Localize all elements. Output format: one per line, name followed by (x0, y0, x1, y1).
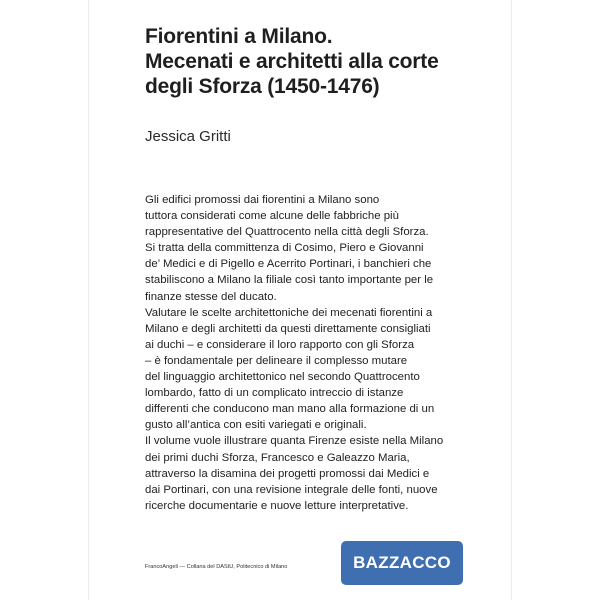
book-description (145, 192, 485, 514)
description-line: tuttora considerati come alcune delle fabbriche più (145, 210, 399, 223)
description-line: ricerche documentarie e nuove letture interpretative. (145, 499, 409, 512)
bazzacco-logo-badge: BAZZACCO (341, 541, 463, 585)
description-line: finanze stesse del ducato. (145, 290, 277, 303)
book-title-line: degli Sforza (1450-1476) (145, 75, 380, 98)
description-line: Valutare le scelte architettoniche dei mecenati fiorentini a (145, 306, 433, 319)
description-line: dei primi duchi Sforza, Francesco e Galeazzo Maria, (145, 451, 410, 464)
description-line: dai Portinari, con una revisione integrale delle fonti, nuove (145, 483, 438, 496)
description-line: rappresentative del Quattrocento nella città degli Sforza. (145, 226, 429, 239)
book-title-line: Mecenati e architetti alla corte (145, 50, 439, 73)
description-line: differenti che conducono man mano alla formazione di un (145, 403, 435, 416)
description-line: del linguaggio architettonico nel secondo Quattrocento (145, 371, 420, 384)
description-line: lombardo, fatto di un complicato intreccio di istanze (145, 387, 404, 400)
book-author: Jessica Gritti (145, 128, 231, 145)
description-line: attraverso la disamina dei progetti promossi dai Medici e (145, 467, 430, 480)
description-line: gusto all’antica con esiti variegati e originali. (145, 419, 367, 432)
book-title-line: Fiorentini a Milano. (145, 25, 333, 48)
book-title (145, 24, 485, 99)
description-line: de’ Medici e di Pigello e Acerrito Portinari, i banchieri che (145, 258, 432, 271)
publisher-series-footer: FrancoAngeli — Collana del DAStU, Politecnico di Milano (145, 564, 288, 570)
description-line: Milano e degli architetti da questi direttamente consigliati (145, 322, 431, 335)
description-line: Gli edifici promossi dai fiorentini a Milano sono (145, 194, 380, 206)
description-line: ai duchi – e considerare il loro rapporto con gli Sforza (145, 338, 415, 351)
description-line: – è fondamentale per delineare il complesso mutare (145, 354, 408, 367)
description-line: stabiliscono a Milano la filiale così tanto importante per le (145, 274, 434, 287)
book-back-cover (88, 0, 512, 600)
description-line: Si tratta della committenza di Cosimo, Piero e Giovanni (145, 242, 424, 255)
description-line: Il volume vuole illustrare quanta Firenze esiste nella Milano (145, 435, 444, 448)
